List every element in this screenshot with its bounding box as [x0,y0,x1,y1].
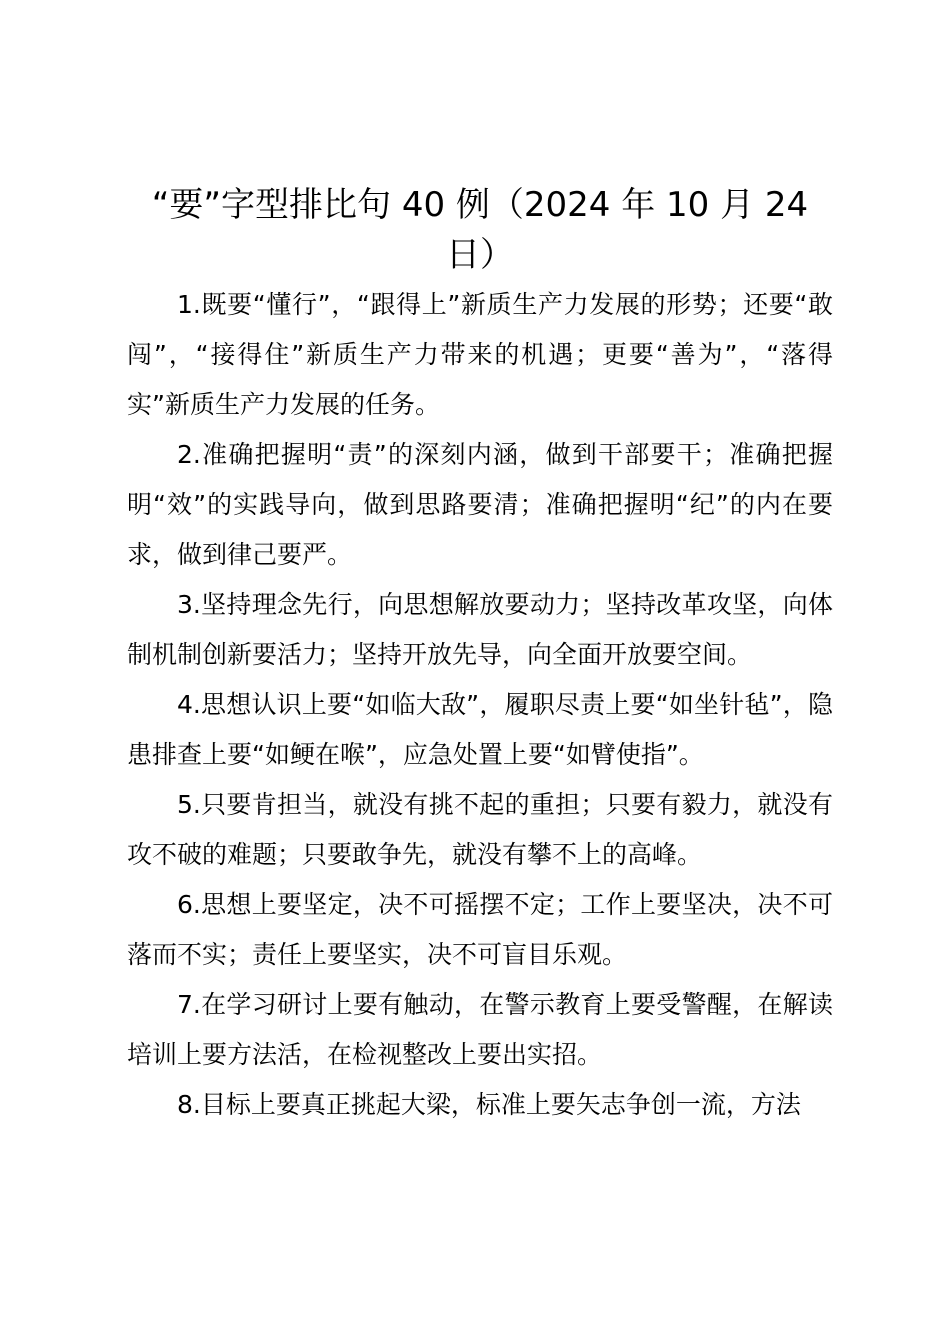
paragraph-8: 8.目标上要真正挑起大梁，标准上要矢志争创一流，方法 [177,1090,801,1119]
document-title: “要”字型排比句 40 例（2024 年 10 月 24 日） [151,185,809,275]
document-page [127,180,833,1130]
paragraph-5: 5.只要肯担当，就没有挑不起的重担；只要有毅力，就没有攻不破的难题；只要敢争先，就没有攀不上的高峰。 [127,790,833,869]
paragraph-3: 3.坚持理念先行，向思想解放要动力；坚持改革攻坚，向体制机制创新要活力；坚持开放先导，向全面开放要空间。 [127,590,833,669]
paragraph-4: 4.思想认识上要“如临大敌”，履职尽责上要“如坐针毡”，隐患排查上要“如鲠在喉”，应急处置上要“如臂使指”。 [127,690,833,769]
paragraph-2: 2.准确把握明“责”的深刻内涵，做到干部要干；准确把握明“效”的实践导向，做到思路要清；准确把握明“纪”的内在要求，做到律己要严。 [127,440,833,569]
paragraph-6: 6.思想上要坚定，决不可摇摆不定；工作上要坚决，决不可落而不实；责任上要坚实，决不可盲目乐观。 [127,890,833,969]
paragraph-1: 1.既要“懂行”，“跟得上”新质生产力发展的形势；还要“敢闯”，“接得住”新质生产力带来的机遇；更要“善为”，“落得实”新质生产力发展的任务。 [127,290,833,419]
paragraph-7: 7.在学习研讨上要有触动，在警示教育上要受警醒，在解读培训上要方法活，在检视整改上要出实招。 [127,990,833,1069]
